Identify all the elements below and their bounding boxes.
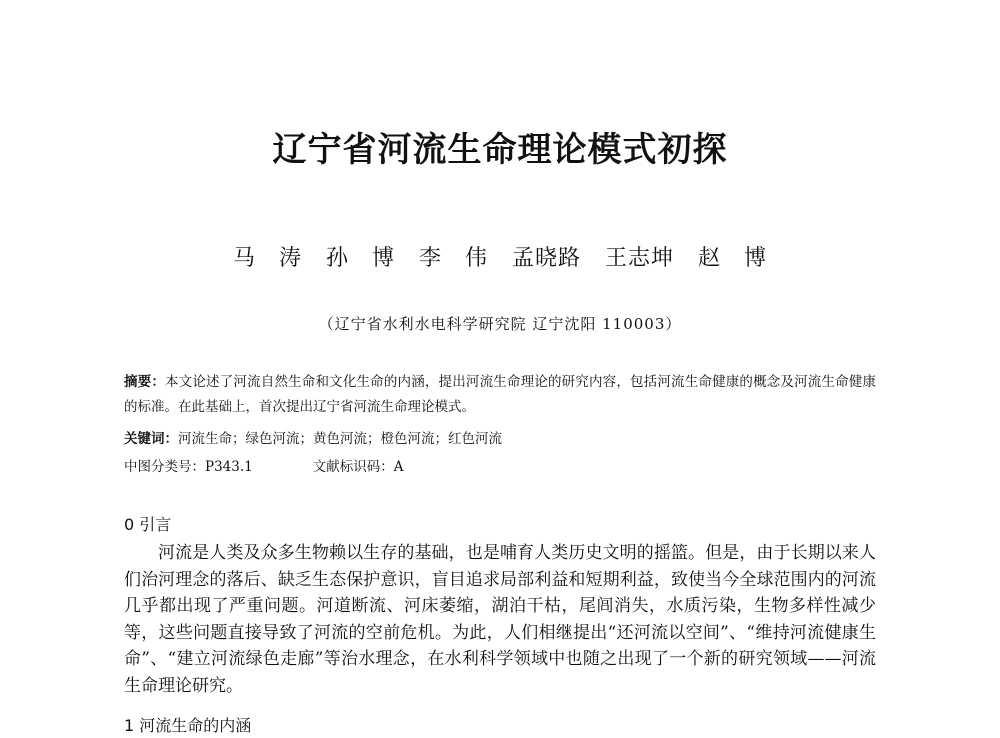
clc-number: 中图分类号：P343.1 (124, 459, 253, 475)
author-name: 王志坤 (605, 246, 675, 271)
section-heading-1: 1 河流生命的内涵 (124, 716, 252, 735)
document-code: 文献标识码：A (312, 459, 404, 475)
author-name: 赵 博 (698, 246, 768, 271)
intro-paragraph: 河流是人类及众多生物赖以生存的基础，也是哺育人类历史文明的摇篮。但是，由于长期以来人们治河理念的落后、缺乏生态保护意识，盲目追求局部利益和短期利益，致使当今全球范围内的河流几乎都出现了严重问题。河道断流、河床萎缩，湖泊干枯，尾闾消失，水质污染，生物多样性减少等，这些问题直接导致了河流的空前危机。为此，人们相继提出“还河流以空间”、“维持河流健康生命”、“建立河流绿色走廊”等治水理念，在水利科学领域中也随之出现了一个新的研究领域——河流生命理论研究。 (124, 543, 876, 696)
keywords (124, 428, 876, 450)
affiliation: （辽宁省水利水电科学研究院 辽宁沈阳 110003） (318, 315, 682, 333)
keywords-label: 关键词： (124, 431, 178, 447)
keywords-text: 河流生命；绿色河流；黄色河流；橙色河流；红色河流 (178, 431, 502, 447)
intro-body (124, 540, 876, 699)
author-name: 孙 博 (325, 246, 395, 271)
paper-title: 辽宁省河流生命理论模式初探 (272, 130, 728, 170)
section-heading-intro: 0 引言 (124, 515, 172, 534)
author-name: 孟晓路 (512, 246, 582, 271)
classification-line (124, 456, 876, 478)
abstract-label: 摘要： (124, 374, 166, 390)
author-list (0, 244, 1000, 274)
author-name: 李 伟 (418, 246, 488, 271)
author-name: 马 涛 (232, 246, 302, 271)
abstract-text: 本文论述了河流自然生命和文化生命的内涵，提出河流生命理论的研究内容，包括河流生命健康的概念及河流生命健康的标准。在此基础上，首次提出辽宁省河流生命理论模式。 (124, 374, 877, 415)
abstract (124, 370, 876, 420)
